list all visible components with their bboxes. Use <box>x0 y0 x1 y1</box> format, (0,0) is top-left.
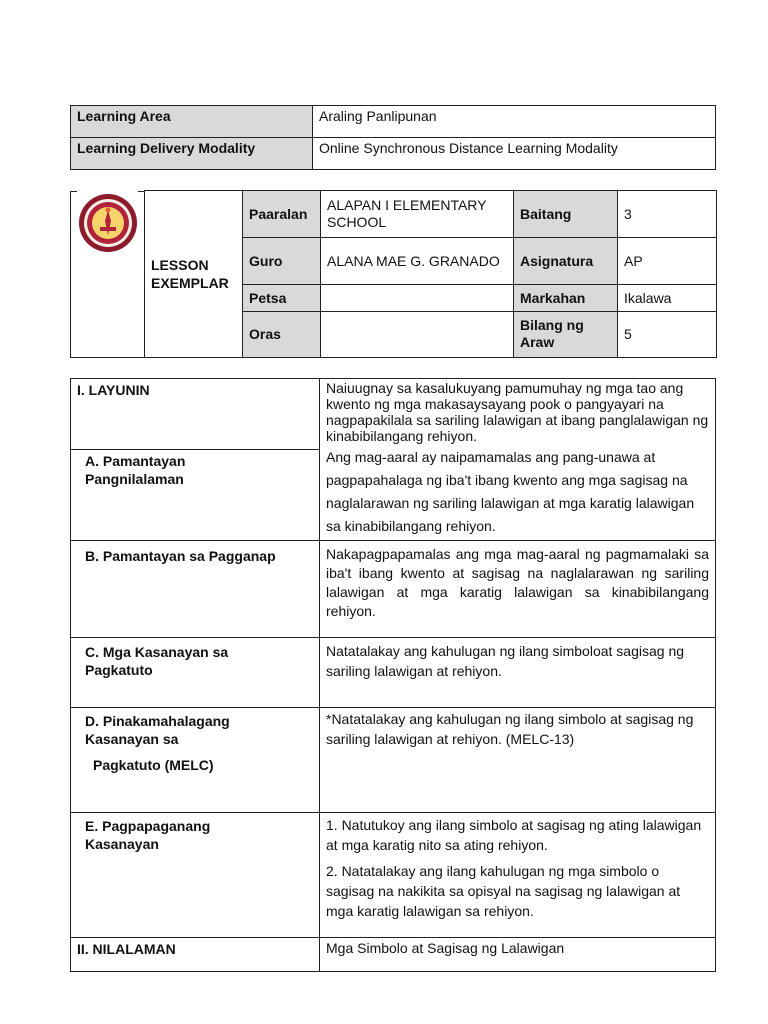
pagpapaganang-cell <box>320 813 716 938</box>
label-d-line1: D. Pinakamahalagang <box>85 713 230 729</box>
pamantayan-pagganap-row <box>71 541 716 638</box>
lesson-title-line2: EXEMPLAR <box>151 274 229 291</box>
melc-label <box>71 708 320 813</box>
asignatura-label: Asignatura <box>514 238 618 285</box>
asignatura-value: AP <box>618 238 717 285</box>
bilang-label: Bilang ng Araw <box>514 312 618 357</box>
paaralan-value: ALAPAN I ELEMENTARY SCHOOL <box>321 191 514 238</box>
nilalaman-label: II. NILALAMAN <box>71 938 320 972</box>
pamantayan-pagganap-label: B. Pamantayan sa Pagganap <box>71 541 320 638</box>
school-seal-icon <box>78 193 138 253</box>
pagpapaganang-text-2: 2. Natatalakay ang ilang kahulugan ng mga simbolo o sagisag na nakikita sa opisyal na sagisag ng lalawigan at mga karatig lalawigan sa rehiyon. <box>326 863 681 919</box>
melc-row <box>71 708 716 813</box>
nilalaman-row <box>71 938 716 972</box>
pamantayan-pangnilalaman-label <box>71 450 320 541</box>
label-a-line2: Pangnilalaman <box>85 471 184 487</box>
markahan-label: Markahan <box>514 285 618 312</box>
modality-label: Learning Delivery Modality <box>71 138 313 170</box>
oras-label: Oras <box>243 312 321 357</box>
label-d-line2: Kasanayan sa <box>85 731 179 747</box>
kasanayan-label <box>71 638 320 708</box>
petsa-value <box>321 285 514 312</box>
label-c-line1: C. Mga Kasanayan sa <box>85 644 229 660</box>
logo-cell <box>71 191 145 358</box>
pagpapaganang-text-1: 1. Natutukoy ang ilang simbolo at sagisag ng ating lalawigan at mga karatig nito sa ating rehiyon. <box>326 817 702 853</box>
pamantayan-pagganap-text: Nakapagpapamalas ang mga mag-aaral ng pagmamalaki sa iba't ibang kwento at sagisag na naglalarawan ng sariling lalawigan at mga karatig lalawigan sa kinabibilangang rehiyon. <box>320 541 716 638</box>
lesson-exemplar-title <box>145 191 243 358</box>
objectives-table <box>70 378 716 972</box>
guro-label: Guro <box>243 238 321 285</box>
label-e-line2: Kasanayan <box>85 836 159 852</box>
modality-value: Online Synchronous Distance Learning Modality <box>313 138 716 170</box>
kasanayan-text: Natatalakay ang kahulugan ng ilang simboloat sagisag ng sariling lalawigan at rehiyon. <box>320 638 716 708</box>
layunin-text: Naiuugnay sa kasalukuyang pamumuhay ng mga tao ang kwento ng mga makasaysayang pook o pangyayari na nagpapakilala sa sariling lalawigan at ibang panglalawigan ng kinabibilangang rehiyon. <box>326 380 709 444</box>
label-e-line1: E. Pagpapaganang <box>85 818 211 834</box>
pagpapaganang-row <box>71 813 716 938</box>
label-a-line1: A. Pamantayan <box>85 453 186 469</box>
layunin-row <box>71 379 716 450</box>
learning-info-table <box>70 105 716 170</box>
paaralan-label: Paaralan <box>243 191 321 238</box>
petsa-label: Petsa <box>243 285 321 312</box>
melc-text: *Natatalakay ang kahulugan ng ilang simbolo at sagisag ng sariling lalawigan at rehiyon. (MELC-13) <box>320 708 716 813</box>
pamantayan-pangnilalaman-text: Ang mag-aaral ay naipamamalas ang pang-unawa at pagpapahalaga ng iba't ibang kwento ang mga sagisag na naglalarawan ng sariling lalawigan at mga karatig lalawigan sa kinabibilangang rehiyon. <box>326 449 695 534</box>
learning-area-row <box>71 106 716 138</box>
pagpapaganang-label <box>71 813 320 938</box>
baitang-value: 3 <box>618 191 717 238</box>
learning-area-value: Araling Panlipunan <box>313 106 716 138</box>
nilalaman-text: Mga Simbolo at Sagisag ng Lalawigan <box>320 938 716 972</box>
baitang-label: Baitang <box>514 191 618 238</box>
bilang-value: 5 <box>618 312 717 357</box>
learning-area-label: Learning Area <box>71 106 313 138</box>
layunin-label: I. LAYUNIN <box>71 379 320 450</box>
oras-value <box>321 312 514 357</box>
kasanayan-row <box>71 638 716 708</box>
lesson-header-table <box>70 190 717 358</box>
layunin-cell <box>320 379 716 541</box>
modality-row <box>71 138 716 170</box>
label-c-line2: Pagkatuto <box>85 662 153 678</box>
label-d-line3: Pagkatuto (MELC) <box>93 757 214 773</box>
guro-value: ALANA MAE G. GRANADO <box>321 238 514 285</box>
markahan-value: Ikalawa <box>618 285 717 312</box>
lesson-title-line1: LESSON <box>151 256 209 273</box>
